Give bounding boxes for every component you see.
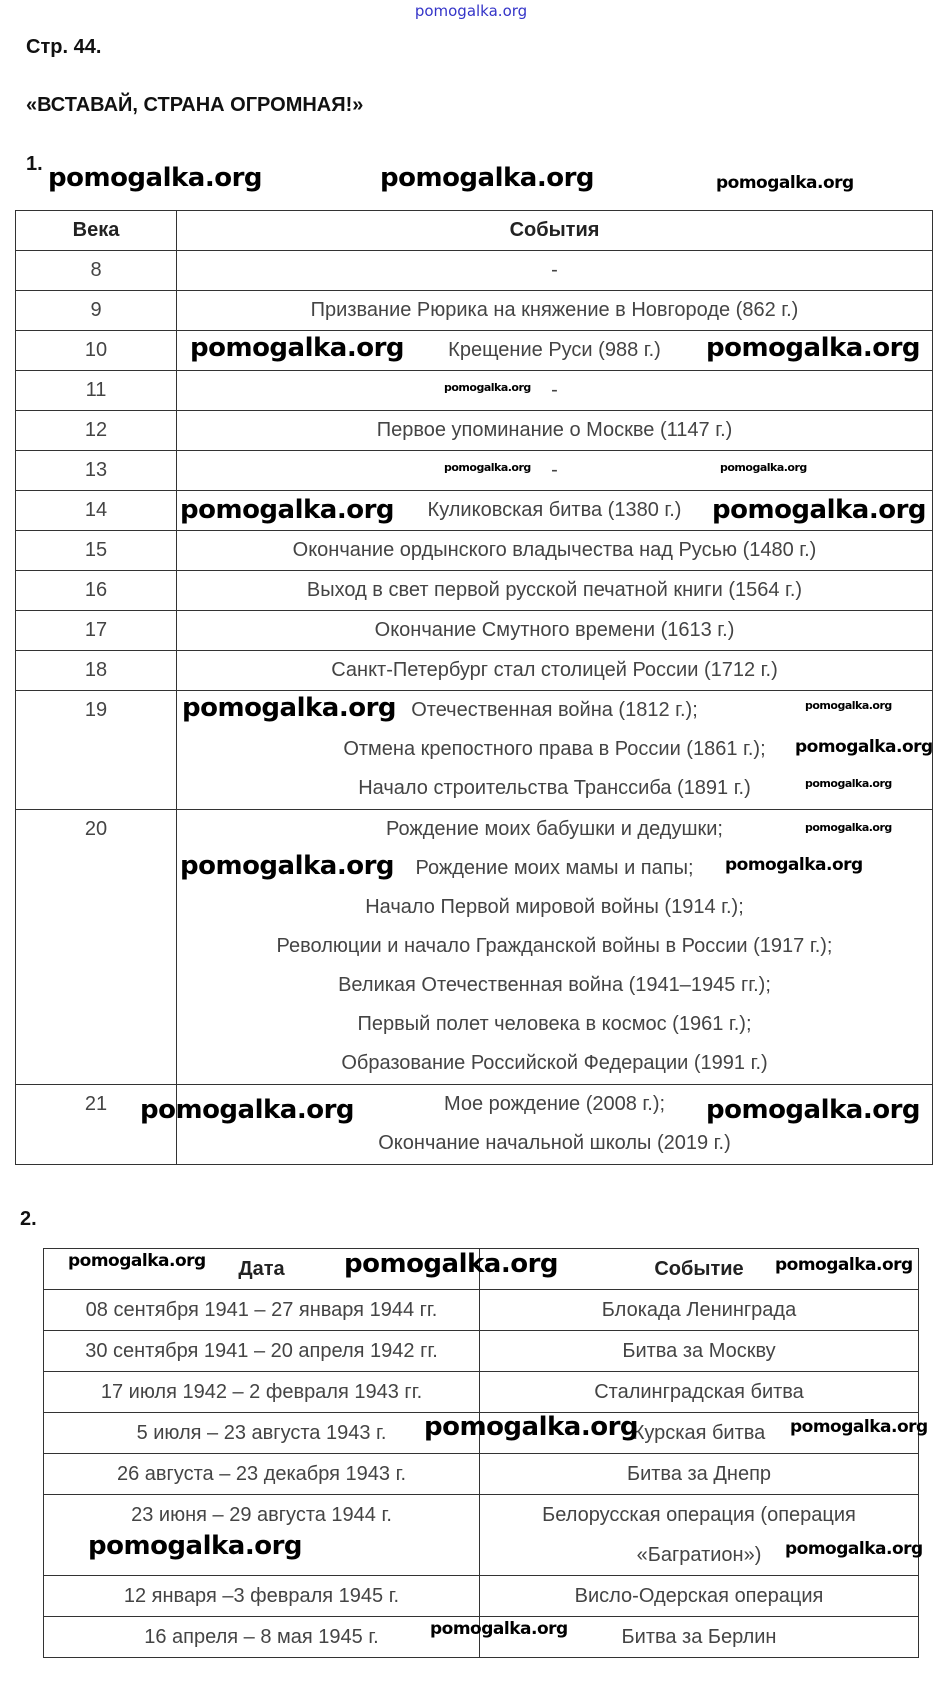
date-cell: 26 августа – 23 декабря 1943 г. [44, 1454, 480, 1495]
watermark: pomogalka.org [785, 1539, 923, 1559]
events-cell [177, 411, 933, 451]
header-event: Событие [480, 1249, 919, 1290]
watermark: pomogalka.org [68, 1251, 206, 1271]
century-cell: 21 [16, 1085, 177, 1165]
task1-number: 1. [26, 153, 43, 175]
events-cell [177, 451, 933, 491]
watermark: pomogalka.org [790, 1417, 928, 1437]
watermark: pomogalka.org [430, 1619, 568, 1639]
watermark: pomogalka.org [805, 699, 892, 712]
event-cell: Висло-Одерская операция [480, 1576, 919, 1617]
table-row [44, 1576, 919, 1617]
watermark: pomogalka.org [182, 693, 397, 723]
event-line: Окончание начальной школы (2019 г.) [378, 1132, 731, 1154]
watermark: pomogalka.org [140, 1095, 355, 1125]
century-cell: 13 [16, 451, 177, 491]
event-line: Рождение моих бабушки и дедушки; [386, 818, 723, 840]
event-line: Первое упоминание о Москве (1147 г.) [376, 419, 733, 441]
event-line: Отмена крепостного права в России (1861 г.); [343, 738, 766, 760]
event-cell: Блокада Ленинграда [480, 1290, 919, 1331]
watermark: pomogalka.org [712, 495, 927, 525]
date-cell: 17 июля 1942 – 2 февраля 1943 гг. [44, 1372, 480, 1413]
event-line: Выход в свет первой русской печатной книги (1564 г.) [306, 579, 803, 601]
watermark: pomogalka.org [88, 1531, 303, 1561]
watermark: pomogalka.org [720, 461, 807, 474]
event-line: Первый полет человека в космос (1961 г.); [357, 1013, 752, 1035]
events-cell [177, 371, 933, 411]
event-line: - [551, 459, 558, 481]
watermark: pomogalka.org [190, 333, 405, 363]
events-cell [177, 571, 933, 611]
event-cell: Сталинградская битва [480, 1372, 919, 1413]
watermark: pomogalka.org [706, 333, 921, 363]
event-line: Окончание ордынского владычества над Русью (1480 г.) [292, 539, 817, 561]
event-line: Окончание Смутного времени (1613 г.) [374, 619, 735, 641]
page-label: Стр. 44. [26, 36, 102, 58]
event-cell: Курская битва [480, 1413, 919, 1454]
watermark: pomogalka.org [180, 495, 395, 525]
century-cell: 15 [16, 531, 177, 571]
date-cell: 5 июля – 23 августа 1943 г. [44, 1413, 480, 1454]
table-row [16, 411, 933, 451]
watermark: pomogalka.org [805, 777, 892, 790]
event-cell: Битва за Москву [480, 1331, 919, 1372]
task2-number: 2. [20, 1208, 37, 1230]
century-cell: 10 [16, 331, 177, 371]
event-line: Призвание Рюрика на княжение в Новгороде (862 г.) [310, 299, 799, 321]
table-row [16, 291, 933, 331]
table-row [16, 810, 933, 1085]
events-cell [177, 531, 933, 571]
event-line: Санкт-Петербург стал столицей России (1712 г.) [331, 659, 778, 681]
watermark: pomogalka.org [444, 461, 531, 474]
header-events: События [177, 211, 933, 251]
header-centuries: Века [16, 211, 177, 251]
century-cell: 11 [16, 371, 177, 411]
header-date: Дата [44, 1249, 480, 1290]
event-line: - [551, 259, 558, 281]
event-line: - [551, 379, 558, 401]
date-cell: 16 апреля – 8 мая 1945 г. [44, 1617, 480, 1658]
page-title: «ВСТАВАЙ, СТРАНА ОГРОМНАЯ!» [26, 94, 364, 116]
table-row [16, 651, 933, 691]
events-cell [177, 291, 933, 331]
table-row [16, 611, 933, 651]
century-cell: 14 [16, 491, 177, 531]
century-cell: 9 [16, 291, 177, 331]
event-line: Мое рождение (2008 г.); [443, 1093, 666, 1115]
watermark: pomogalka.org [805, 821, 892, 834]
date-cell: 12 января –3 февраля 1945 г. [44, 1576, 480, 1617]
watermark: pomogalka.org [424, 1412, 639, 1442]
table-row [44, 1290, 919, 1331]
century-cell: 16 [16, 571, 177, 611]
watermark: pomogalka.org [380, 163, 595, 193]
event-line: Куликовская битва (1380 г.) [427, 499, 682, 521]
event-line: Великая Отечественная война (1941–1945 гг.); [338, 974, 771, 996]
event-line: Начало Первой мировой войны (1914 г.); [365, 896, 744, 918]
watermark: pomogalka.org [706, 1095, 921, 1125]
century-cell: 19 [16, 691, 177, 810]
century-cell: 17 [16, 611, 177, 651]
event-line: Рождение моих мамы и папы; [415, 857, 694, 879]
century-cell: 20 [16, 810, 177, 1085]
watermark: pomogalka.org [795, 737, 933, 757]
century-cell: 12 [16, 411, 177, 451]
events-cell [177, 651, 933, 691]
events-cell [177, 251, 933, 291]
table-row [16, 251, 933, 291]
event-line: Начало строительства Транссиба (1891 г.) [358, 777, 751, 799]
event-cell: Битва за Днепр [480, 1454, 919, 1495]
event-line: Образование Российской Федерации (1991 г.) [341, 1052, 768, 1074]
event-cell: Белорусская операция (операция «Багратион») [480, 1495, 919, 1576]
event-line: Крещение Руси (988 г.) [448, 339, 661, 361]
watermark: pomogalka.org [716, 173, 854, 193]
battles-table [43, 1248, 919, 1658]
century-cell: 18 [16, 651, 177, 691]
table-row [44, 1454, 919, 1495]
table-row [16, 571, 933, 611]
watermark: pomogalka.org [344, 1249, 559, 1279]
watermark: pomogalka.org [725, 855, 863, 875]
date-cell: 30 сентября 1941 – 20 апреля 1942 гг. [44, 1331, 480, 1372]
table-row [44, 1372, 919, 1413]
events-cell [177, 611, 933, 651]
event-line: Революции и начало Гражданской войны в России (1917 г.); [276, 935, 833, 957]
event-cell: Битва за Берлин [480, 1617, 919, 1658]
watermark: pomogalka.org [48, 163, 263, 193]
table-row [16, 531, 933, 571]
event-line: Отечественная война (1812 г.); [411, 699, 698, 721]
watermark: pomogalka.org [444, 381, 531, 394]
watermark: pomogalka.org [180, 851, 395, 881]
table-row [44, 1331, 919, 1372]
date-cell: 08 сентября 1941 – 27 января 1944 гг. [44, 1290, 480, 1331]
watermark: pomogalka.org [775, 1255, 913, 1275]
site-watermark-top[interactable]: pomogalka.org [414, 2, 528, 20]
date-cell: 23 июня – 29 августа 1944 г. [44, 1495, 480, 1576]
century-cell: 8 [16, 251, 177, 291]
